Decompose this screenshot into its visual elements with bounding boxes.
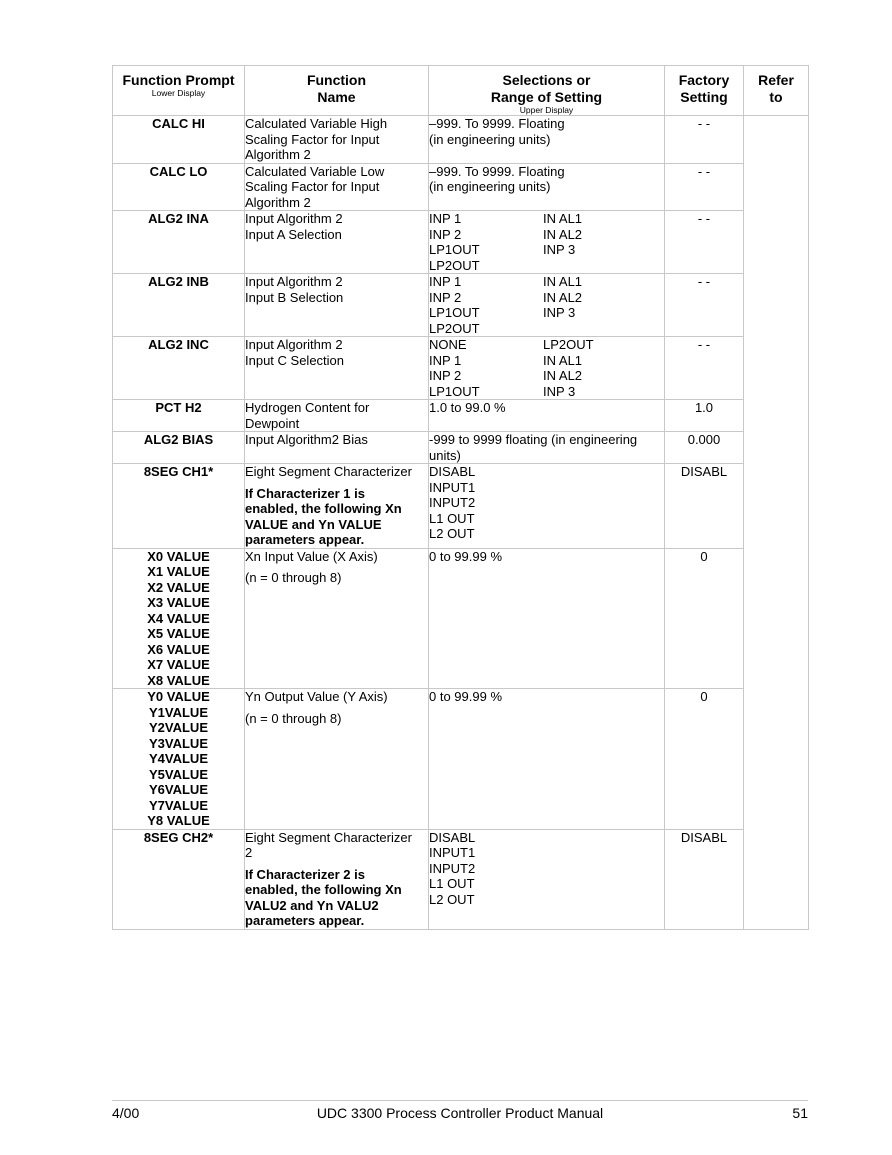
selection-text: L2 OUT bbox=[429, 526, 475, 541]
table-body bbox=[113, 116, 809, 930]
function-name-cell bbox=[245, 116, 429, 164]
selection-text: –999. To 9999. Floating bbox=[429, 163, 565, 179]
selections-cell bbox=[429, 829, 665, 929]
name-text: Calculated Variable Low bbox=[245, 163, 385, 179]
selection-text: (in engineering units) bbox=[429, 131, 551, 147]
function-prompt-cell bbox=[113, 464, 245, 549]
prompt-text: Y5VALUE bbox=[149, 766, 208, 782]
selection-option: NONE bbox=[429, 337, 467, 352]
selection-option bbox=[543, 321, 664, 337]
function-name-cell bbox=[245, 464, 429, 549]
function-prompt-cell bbox=[113, 337, 245, 400]
name-text: Input B Selection bbox=[245, 289, 344, 305]
header-subtext: Lower Display bbox=[151, 88, 206, 98]
selection-text: L1 OUT bbox=[429, 876, 475, 891]
selection-text: INPUT1 bbox=[429, 479, 476, 495]
function-name-cell bbox=[245, 274, 429, 337]
function-name-cell bbox=[245, 337, 429, 400]
selection-text: (in engineering units) bbox=[429, 179, 551, 194]
table-row bbox=[113, 829, 809, 929]
selection-option: INP 3 bbox=[543, 305, 576, 320]
header-text: Function bbox=[306, 72, 367, 88]
selection-option: INP 3 bbox=[543, 383, 576, 399]
factory-setting-cell: 1.0 bbox=[665, 400, 744, 432]
table-row bbox=[113, 432, 809, 464]
header-refer-to bbox=[744, 66, 809, 116]
selection-option: IN AL2 bbox=[543, 226, 583, 242]
name-text: 2 bbox=[245, 845, 253, 860]
selection-text: -999 to 9999 floating (in engineering bbox=[429, 432, 638, 447]
function-prompt-cell bbox=[113, 163, 245, 211]
name-text: Yn Output Value (Y Axis) bbox=[245, 689, 388, 704]
refer-to-cell bbox=[744, 116, 809, 930]
prompt-text: X4 VALUE bbox=[147, 610, 210, 626]
prompt-text: X1 VALUE bbox=[147, 564, 210, 579]
selection-option: LP2OUT bbox=[429, 257, 480, 273]
function-prompt-cell bbox=[113, 548, 245, 689]
name-text: Eight Segment Characterizer bbox=[245, 464, 412, 479]
prompt-text: X5 VALUE bbox=[147, 626, 210, 641]
header-text: to bbox=[769, 89, 783, 105]
note-text: If Characterizer 2 is bbox=[245, 866, 365, 882]
selections-cell bbox=[429, 116, 665, 164]
name-text: Scaling Factor for Input bbox=[245, 131, 380, 147]
note-text: VALU2 and Yn VALU2 bbox=[245, 897, 379, 913]
factory-setting-cell: - - bbox=[665, 211, 744, 274]
selections-grid bbox=[429, 274, 664, 336]
prompt-text: PCT H2 bbox=[155, 400, 202, 415]
factory-setting-cell: 0 bbox=[665, 689, 744, 830]
selections-cell bbox=[429, 163, 665, 211]
factory-setting-cell: 0.000 bbox=[665, 432, 744, 464]
selection-option: IN AL2 bbox=[543, 289, 583, 305]
note-text: VALUE and Yn VALUE bbox=[245, 516, 382, 532]
table-row bbox=[113, 400, 809, 432]
selection-option: INP 3 bbox=[543, 242, 576, 257]
prompt-text: Y2VALUE bbox=[149, 720, 208, 735]
selection-option: IN AL1 bbox=[543, 352, 583, 368]
selections-cell bbox=[429, 211, 665, 274]
selection-option: INP 1 bbox=[429, 274, 462, 289]
selection-option: LP1OUT bbox=[429, 305, 480, 320]
selection-option: INP 1 bbox=[429, 352, 462, 368]
footer-date: 4/00 bbox=[112, 1105, 140, 1121]
prompt-text: X2 VALUE bbox=[147, 579, 210, 595]
selection-option: INP 1 bbox=[429, 211, 462, 226]
selection-option: IN AL1 bbox=[543, 274, 583, 289]
selection-option bbox=[543, 258, 664, 274]
header-subtext: Upper Display bbox=[519, 105, 574, 115]
factory-setting-cell: - - bbox=[665, 163, 744, 211]
function-prompt-cell bbox=[113, 400, 245, 432]
header-text: Name bbox=[317, 89, 356, 105]
prompt-text: Y1VALUE bbox=[149, 704, 208, 720]
prompt-text: Y7VALUE bbox=[149, 797, 208, 813]
function-name-cell bbox=[245, 829, 429, 929]
prompt-text: Y0 VALUE bbox=[147, 689, 210, 704]
selection-option: LP1OUT bbox=[429, 242, 480, 257]
selections-cell bbox=[429, 464, 665, 549]
table-row bbox=[113, 116, 809, 164]
factory-setting-cell: - - bbox=[665, 337, 744, 400]
name-text: Hydrogen Content for bbox=[245, 400, 370, 415]
prompt-text: X7 VALUE bbox=[147, 657, 210, 672]
prompt-text: X0 VALUE bbox=[147, 548, 210, 564]
header-text: Setting bbox=[680, 89, 728, 105]
prompt-text: 8SEG CH1* bbox=[143, 464, 214, 479]
prompt-text: X8 VALUE bbox=[147, 672, 210, 688]
function-name-cell bbox=[245, 400, 429, 432]
selection-text: DISABL bbox=[429, 829, 476, 845]
name-text: Input Algorithm2 Bias bbox=[245, 432, 368, 447]
selection-text: DISABL bbox=[429, 464, 476, 479]
table-row bbox=[113, 548, 809, 689]
selection-text: 0 to 99.99 % bbox=[429, 548, 502, 564]
header-selections bbox=[429, 66, 665, 116]
name-text: Algorithm 2 bbox=[245, 147, 311, 162]
note-text: parameters appear. bbox=[245, 532, 365, 547]
prompt-text: CALC HI bbox=[152, 116, 205, 131]
prompt-text: X3 VALUE bbox=[147, 595, 210, 610]
name-text: Algorithm 2 bbox=[245, 194, 311, 210]
factory-setting-cell: - - bbox=[665, 274, 744, 337]
prompt-text: Y8 VALUE bbox=[147, 813, 210, 828]
selections-cell bbox=[429, 400, 665, 432]
function-name-cell bbox=[245, 689, 429, 830]
selection-option: LP1OUT bbox=[429, 383, 480, 399]
function-prompt-cell bbox=[113, 432, 245, 464]
name-text: Input Algorithm 2 bbox=[245, 274, 343, 289]
name-subnote: (n = 0 through 8) bbox=[245, 710, 342, 726]
header-factory-setting bbox=[665, 66, 744, 116]
name-text: Input A Selection bbox=[245, 226, 342, 242]
selection-option: INP 2 bbox=[429, 226, 462, 242]
selection-option: IN AL2 bbox=[543, 368, 583, 383]
selection-option: INP 2 bbox=[429, 289, 462, 305]
selection-text: L1 OUT bbox=[429, 510, 475, 526]
note-text: enabled, the following Xn bbox=[245, 501, 402, 516]
name-text: Input Algorithm 2 bbox=[245, 211, 343, 226]
page-footer bbox=[112, 1105, 808, 1123]
table-row bbox=[113, 337, 809, 400]
factory-setting-cell: - - bbox=[665, 116, 744, 164]
function-prompt-cell bbox=[113, 274, 245, 337]
selection-text: INPUT2 bbox=[429, 495, 476, 510]
table-row bbox=[113, 163, 809, 211]
header-text: Selections or bbox=[502, 72, 591, 88]
selections-grid bbox=[429, 211, 664, 273]
function-table bbox=[112, 65, 809, 930]
prompt-text: Y4VALUE bbox=[149, 751, 208, 766]
selections-grid bbox=[429, 337, 664, 399]
selection-option: LP2OUT bbox=[543, 337, 594, 352]
name-text: Scaling Factor for Input bbox=[245, 179, 380, 194]
selection-text: units) bbox=[429, 447, 461, 463]
name-note bbox=[245, 486, 428, 548]
header-text: Range of Setting bbox=[490, 89, 603, 105]
selection-text: L2 OUT bbox=[429, 891, 475, 907]
selection-option: LP2OUT bbox=[429, 320, 480, 336]
selections-cell bbox=[429, 689, 665, 830]
prompt-text: ALG2 INC bbox=[148, 337, 209, 352]
function-prompt-cell bbox=[113, 211, 245, 274]
footer-divider bbox=[112, 1100, 808, 1101]
selections-cell bbox=[429, 274, 665, 337]
name-subnote: (n = 0 through 8) bbox=[245, 570, 342, 585]
prompt-text: X6 VALUE bbox=[147, 641, 210, 657]
selection-option: IN AL1 bbox=[543, 211, 583, 226]
name-text: Xn Input Value (X Axis) bbox=[245, 548, 378, 564]
function-name-cell bbox=[245, 432, 429, 464]
name-text: Calculated Variable High bbox=[245, 116, 388, 131]
factory-setting-cell: 0 bbox=[665, 548, 744, 689]
name-note bbox=[245, 867, 428, 929]
function-name-cell bbox=[245, 211, 429, 274]
name-text: Input C Selection bbox=[245, 352, 345, 368]
selections-cell bbox=[429, 337, 665, 400]
factory-setting-cell: DISABL bbox=[665, 829, 744, 929]
function-prompt-cell bbox=[113, 689, 245, 830]
header-function-prompt bbox=[113, 66, 245, 116]
function-name-cell bbox=[245, 163, 429, 211]
note-text: If Characterizer 1 is bbox=[245, 485, 365, 501]
selection-text: INPUT2 bbox=[429, 860, 476, 876]
function-prompt-cell bbox=[113, 829, 245, 929]
selection-text: 0 to 99.99 % bbox=[429, 689, 502, 704]
footer-manual-title: UDC 3300 Process Controller Product Manual bbox=[316, 1105, 604, 1121]
prompt-text: CALC LO bbox=[149, 163, 208, 179]
selection-text: –999. To 9999. Floating bbox=[429, 116, 565, 131]
footer-page-number: 51 bbox=[792, 1105, 808, 1121]
header-function-name bbox=[245, 66, 429, 116]
table-row bbox=[113, 464, 809, 549]
function-name-cell bbox=[245, 548, 429, 689]
note-text: parameters appear. bbox=[245, 913, 365, 928]
selection-option: INP 2 bbox=[429, 368, 462, 383]
prompt-text: ALG2 INB bbox=[148, 274, 209, 289]
selection-text: INPUT1 bbox=[429, 845, 476, 860]
selections-cell bbox=[429, 432, 665, 464]
header-text: Factory bbox=[678, 72, 730, 88]
prompt-text: ALG2 INA bbox=[148, 211, 209, 226]
function-prompt-cell bbox=[113, 116, 245, 164]
selection-text: 1.0 to 99.0 % bbox=[429, 400, 506, 415]
table-row bbox=[113, 689, 809, 830]
factory-setting-cell: DISABL bbox=[665, 464, 744, 549]
table-row bbox=[113, 211, 809, 274]
prompt-text: Y3VALUE bbox=[149, 735, 208, 751]
note-text: enabled, the following Xn bbox=[245, 882, 402, 897]
selections-cell bbox=[429, 548, 665, 689]
header-text: Refer bbox=[758, 72, 794, 88]
prompt-text: Y6VALUE bbox=[149, 782, 208, 797]
name-text: Eight Segment Characterizer bbox=[245, 829, 412, 845]
table-row bbox=[113, 274, 809, 337]
prompt-text: ALG2 BIAS bbox=[143, 432, 214, 447]
header-row bbox=[113, 66, 809, 116]
header-text: Function Prompt bbox=[122, 72, 235, 88]
prompt-text: 8SEG CH2* bbox=[143, 829, 214, 845]
name-text: Dewpoint bbox=[245, 415, 300, 431]
name-text: Input Algorithm 2 bbox=[245, 337, 343, 352]
